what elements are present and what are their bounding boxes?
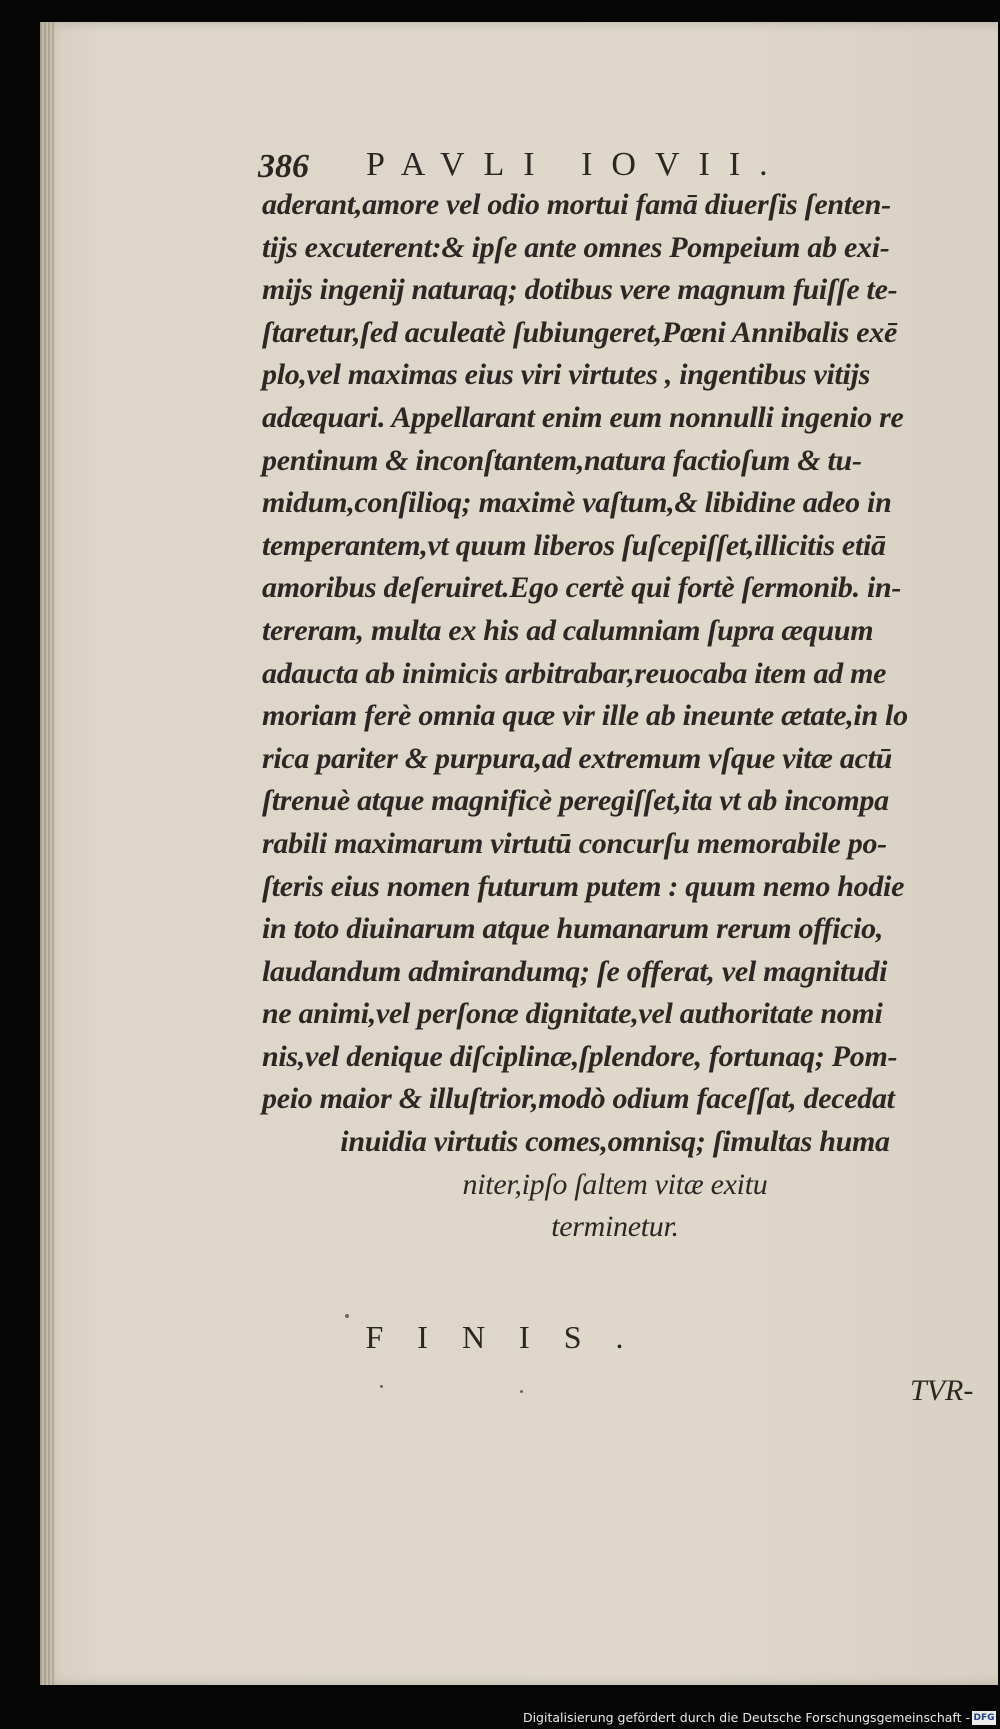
text-line-19: laudandum admirandumq; ſe offerat, vel magnitudi: [262, 954, 888, 988]
text-line-13: moriam ferè omnia quæ vir ille ab ineunte ætate,in lo: [262, 699, 908, 733]
text-line-10: amoribus deſeruiret.Ego certè qui fortè ſermonib. in-: [262, 571, 902, 605]
footer-bar: [0, 1685, 1000, 1729]
text-line-17: ſteris eius nomen futurum putem : quum nemo hodie: [262, 869, 905, 903]
paper-speck: [520, 1390, 523, 1393]
text-line-22: peio maior & illuſtrior,modò odium faceſſat, decedat: [262, 1082, 895, 1116]
paper-speck: [380, 1385, 383, 1388]
text-line-21: nis,vel denique diſciplinæ,ſplendore, fortunaq; Pom-: [262, 1039, 898, 1073]
page-edge: [40, 22, 54, 1685]
text-line-5: plo,vel maximas eius viri virtutes , ingentibus vitijs: [262, 358, 870, 392]
text-line-12: adaucta ab inimicis arbitrabar,reuocaba item ad me: [262, 656, 887, 690]
text-line-4: ſtaretur,ſed aculeatè ſubiungeret,Pœni Annibalis exē: [262, 315, 897, 349]
text-line-11: tereram, multa ex his ad calumniam ſupra æquum: [262, 613, 874, 647]
text-line-8: midum,conſilioq; maximè vaſtum,& libidine adeo in: [262, 486, 892, 520]
footer-credit: Digitalisierung gefördert durch die Deutsche Forschungsgemeinschaft -: [522, 1710, 970, 1725]
text-line-16: rabili maximarum virtutū concurſu memorabile po-: [262, 826, 887, 860]
text-line-20: ne animi,vel perſonæ dignitate,vel authoritate nomi: [262, 997, 883, 1031]
text-line-6: adæquari. Appellarant enim eum nonnulli ingenio re: [262, 400, 904, 434]
text-line-9: temperantem,vt quum liberos ſuſcepiſſet,illicitis etiā: [262, 528, 886, 562]
page-header: [258, 126, 898, 186]
text-line-24: niter,ipſo ſaltem vitæ exitu: [462, 1167, 768, 1201]
text-line-23: inuidia virtutis comes,omnisq; ſimultas huma: [340, 1125, 890, 1159]
paper-speck: [345, 1314, 349, 1318]
text-line-25: terminetur.: [551, 1210, 679, 1244]
finis-mark: FINIS.: [365, 1319, 658, 1355]
book-page: [40, 22, 998, 1685]
text-line-1: aderant,amore vel odio mortui famā diuerſis ſenten-: [262, 188, 891, 221]
text-line-7: pentinum & inconſtantem,natura factioſum & tu-: [262, 443, 862, 477]
running-title: PAVLI IOVII.: [366, 146, 787, 183]
text-line-15: ſtrenuè atque magnificè peregiſſet,ita vt ab incompa: [262, 784, 889, 818]
text-line-2: tijs excuterent:& ipſe ante omnes Pompeium ab exi-: [262, 230, 890, 264]
body-text: [262, 184, 968, 1249]
text-line-18: in toto diuinarum atque humanarum rerum officio,: [262, 912, 884, 946]
page-number: 386: [258, 148, 309, 185]
text-line-14: rica pariter & purpura,ad extremum vſque vitæ actū: [262, 741, 893, 775]
text-line-3: mijs ingenij naturaq; dotibus vere magnum fuiſſe te-: [262, 273, 898, 307]
catchword: TVR-: [910, 1374, 974, 1407]
dfg-logo: DFG: [973, 1713, 995, 1723]
